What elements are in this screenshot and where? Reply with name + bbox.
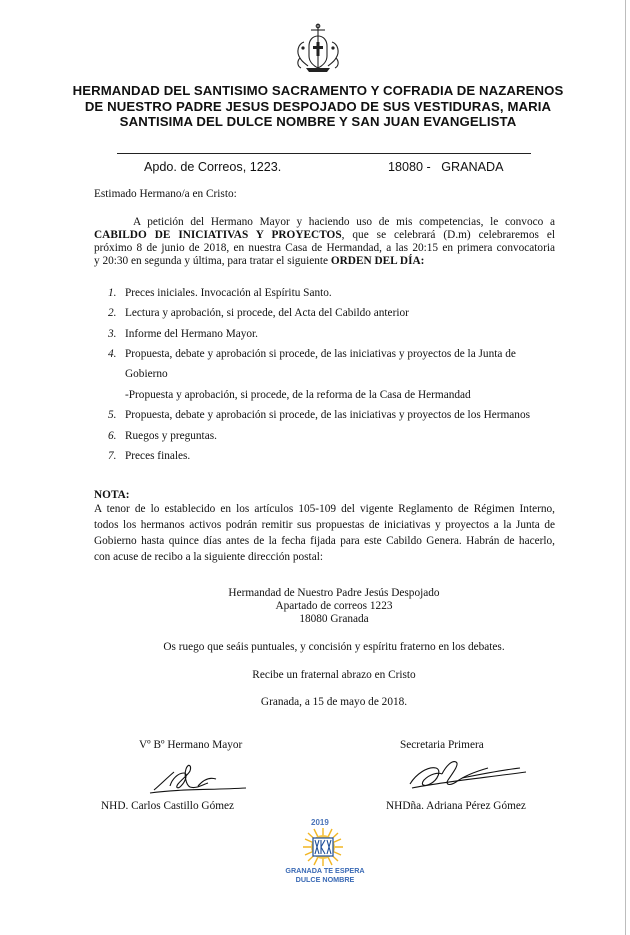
agenda-item: Propuesta, debate y aprobación si procede, de las iniciativas y proyectos de los Hermanos — [125, 409, 530, 421]
logo-year: 2019 — [311, 818, 329, 827]
agenda-number: 4. — [108, 348, 117, 360]
po-box-address: Apdo. de Correos, 1223. — [144, 160, 282, 174]
brotherhood-crest-icon — [294, 22, 342, 74]
agenda-item: Lectura y aprobación, si procede, del Acta del Cabildo anterior — [125, 307, 409, 319]
note-line: A tenor de lo establecido en los artículos 105-109 del vigente Reglamento de Régimen Interno, — [94, 503, 555, 515]
agenda-item: Propuesta, debate y aprobación si procede, de las iniciativas y proyectos de la Junta de — [125, 348, 516, 360]
intro-line-1: A petición del Hermano Mayor y haciendo uso de mis competencias, le convoco a — [133, 216, 555, 228]
agenda-heading: ORDEN DEL DÍA: — [330, 255, 425, 267]
agenda-item: Informe del Hermano Mayor. — [125, 328, 259, 340]
agenda-item-continued: Gobierno — [125, 368, 168, 380]
right-signatory-name: NHDña. Adriana Pérez Gómez — [386, 800, 526, 812]
meeting-name: CABILDO DE INICIATIVAS Y PROYECTOS — [94, 229, 342, 241]
right-signature — [402, 752, 532, 796]
agenda-number: 7. — [108, 450, 117, 462]
left-signatory-title: Vº Bº Hermano Mayor — [139, 739, 243, 751]
note-line: con acuse de recibo a la siguiente dirección postal: — [94, 551, 323, 563]
greeting: Estimado Hermano/a en Cristo: — [94, 188, 237, 200]
sunburst-emblem-icon — [297, 826, 349, 868]
agenda-item: Ruegos y preguntas. — [125, 430, 217, 442]
agenda-number: 2. — [108, 307, 117, 319]
left-signatory-name: NHD. Carlos Castillo Gómez — [101, 800, 235, 812]
logo-line-2: DULCE NOMBRE — [295, 875, 355, 884]
date-line: Granada, a 15 de mayo de 2018. — [260, 696, 408, 708]
postal-city: 18080 - GRANADA — [388, 160, 504, 174]
agenda-subitem: -Propuesta y aprobación, si procede, de la reforma de la Casa de Hermandad — [125, 389, 471, 401]
agenda-number: 5. — [108, 409, 117, 421]
brotherhood-title: HERMANDAD DEL SANTISIMO SACRAMENTO Y COFRADIA DE NAZARENOS DE NUESTRO PADRE JESUS DESPOJADO DE SUS VESTIDURAS, MARIA SANTISIMA DEL DULCE NOMBRE Y SAN JUAN EVANGELISTA — [72, 83, 564, 129]
logo-line-1: GRANADA TE ESPERA — [285, 866, 365, 875]
page-edge-rule — [625, 0, 626, 935]
agenda-number: 6. — [108, 430, 117, 442]
agenda-item: Preces iniciales. Invocación al Espíritu Santo. — [125, 287, 332, 299]
intro-line-3: próximo 8 de junio de 2018, en nuestra Casa de Hermandad, a las 20:15 en primera convocatoria — [94, 242, 555, 254]
postal-line: Apartado de correos 1223 — [275, 600, 393, 612]
closing-greeting: Recibe un fraternal abrazo en Cristo — [252, 669, 416, 681]
agenda-number: 3. — [108, 328, 117, 340]
right-signatory-title: Secretaria Primera — [400, 739, 484, 751]
note-line: Gobierno hasta quince días antes de la fecha fijada para este Cabildo Genera. Habrán de hacerlo, — [94, 535, 555, 547]
note-line: todos los hermanos activos podrán remitir sus propuestas de iniciativas y proyectos a la Junta de — [94, 519, 555, 531]
agenda-item: Preces finales. — [125, 450, 191, 462]
intro-line-2-rest: , que se celebrará (D.m) celebraremos el — [341, 229, 555, 241]
closing-request: Os ruego que seáis puntuales, y concisión y espíritu fraterno en los debates. — [163, 641, 505, 653]
header-divider — [117, 153, 531, 154]
intro-line-4 — [94, 255, 424, 269]
intro-line-2 — [94, 229, 555, 243]
left-signature — [148, 755, 258, 797]
postal-line: 18080 Granada — [299, 613, 369, 625]
agenda-number: 1. — [108, 287, 117, 299]
note-label: NOTA: — [94, 489, 130, 501]
intro-line-4-rest: y 20:30 en segunda y última, para tratar el siguiente — [94, 255, 331, 267]
postal-line: Hermandad de Nuestro Padre Jesús Despojado — [228, 587, 440, 599]
